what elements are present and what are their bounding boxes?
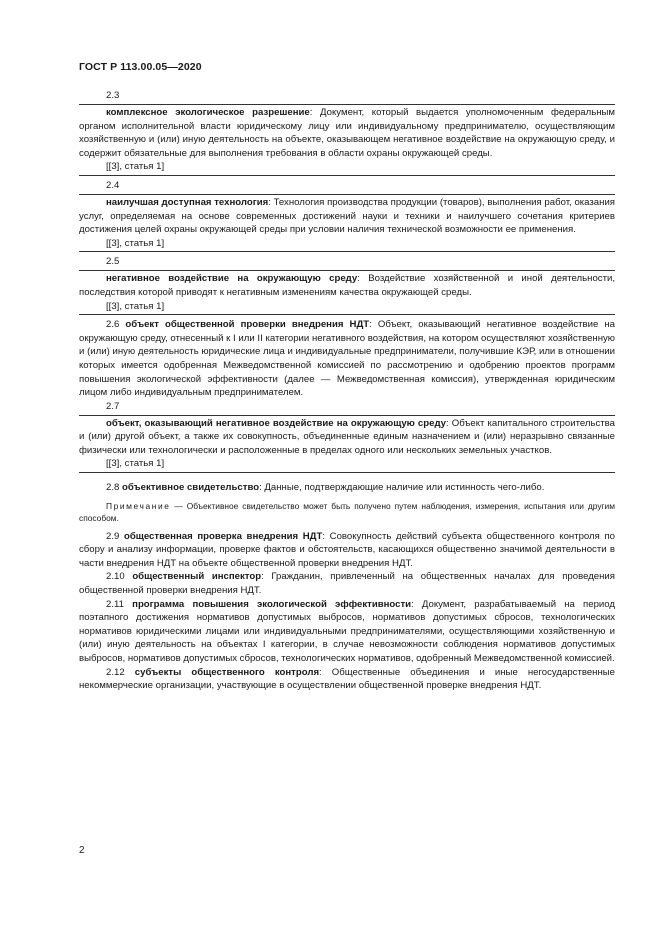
term-name: комплексное экологическое разрешение [106,107,310,118]
term-definition-block [79,417,615,458]
term-entry-2-3 [79,104,615,176]
term-definition-block [79,106,615,160]
term-name: негативное воздействие на окружающую среду [106,273,358,285]
term-reference: [[3], статья 1] [106,300,165,312]
term-definition: : Данные, подтверждающие наличие или истинность чего-либо. [259,482,545,494]
term-entry-2-8 [79,481,615,495]
term-number: 2.3 [106,90,120,101]
term-definition: : Документ, который выдается уполномоченным федеральным органом исполнительной власти юридическому лицу или индивидуальному предпринимателю, осуществляющим хозяйственную и (или) иную деятельность на объекте, оказывающем негативное воздействие на окружающую среду, и содержит обязательные для выполнения требования в области охраны окружающей среды. [79,107,615,159]
term-definition: : Объект капитального строительства и (или) другой объект, а также их совокупность, объединенные единым назначением и (или) неразрывно связанные физически или технологически и расположенные в пределах одного или нескольких земельных участков. [79,417,615,456]
term-definition: : Совокупность действий субъекта общественного контроля по сбору и анализу информации, проверке фактов и обстоятельств, касающихся общественно значимой деятельности в части внедрения НДТ на объекте общественной проверки внедрения НДТ. [79,530,615,569]
term-definition: : Технология производства продукции (товаров), выполнения работ, оказания услуг, определяемая на основе современных достижений науки и техники и наилучшего сочетания критериев достижения целей охраны окружающей среды при условии наличия технической возможности ее применения. [79,196,615,236]
term-entry-2-9 [79,530,615,571]
term-number: 2.10 [106,571,125,583]
term-name: наилучшая доступная технология [106,196,269,208]
term-entry-2-7 [79,415,615,473]
term-definition-block [79,272,615,299]
term-reference: [[3], статья 1] [106,161,165,173]
term-name: объект общественной проверки внедрения НДТ [125,319,370,331]
terms-section [79,89,615,693]
term-reference: [[3], статья 1] [106,237,165,249]
term-name: общественная проверка внедрения НДТ [123,530,323,542]
term-definition: : Воздействие хозяйственной и иной деятельности, последствия которой приводят к негативным изменениям качества окружающей среды. [79,273,615,298]
term-name: общественный инспектор [132,571,262,583]
term-name: объект, оказывающий негативное воздействие на окружающую среду [106,417,447,429]
term-reference: [[3], статья 1] [106,458,165,470]
term-number: 2.7 [106,400,120,412]
term-definition: : Объект, оказывающий негативное воздействие на окружающую среду, отнесенный к I или II категории негативного воздействия, на котором осуществляют хозяйственную и (или) иную деятельность юридические лица и индивидуальные предприниматели, получившие КЭР, или в отношении которых имеется одобренная Межведомственной комиссией по рассмотрению и одобрению проектов программ повышения экологической эффективности (далее — Межведомственная комиссия), утвержденная юридическим лицом либо индивидуальным предпринимателем. [79,319,616,399]
note-text: — Объективное свидетельство может быть получено путем наблюдения, измерения, испытания или другим способом. [79,500,615,523]
term-definition: : Документ, разрабатываемый на период поэтапного достижения нормативов допустимых выбросов, нормативов допустимых сбросов, технологических нормативов юридическими лицами или индивидуальными предпринимателями, осуществляющими хозяйственную и (или) иную деятельность на объектах I категории, в случае невозможности соблюдения нормативов допустимых выбросов, нормативов допустимых сбросов, технологических нормативов, одобренный Межведомственной комиссией. [79,598,616,664]
term-name: программа повышения экологической эффективности [132,598,412,610]
term-entry-2-5 [79,270,615,315]
term-number: 2.8 [106,482,120,494]
term-name: субъекты общественного контроля [134,666,320,678]
page-number: 2 [79,845,85,856]
term-entry-2-6 [79,318,615,400]
document-header: ГОСТ Р 113.00.05—2020 [79,61,202,73]
term-number: 2.9 [106,530,120,542]
term-number: 2.5 [106,256,120,268]
term-entry-2-11 [79,598,615,666]
term-definition-block [79,196,615,237]
term-entry-2-10 [79,570,615,597]
term-number: 2.4 [106,179,120,191]
term-entry-2-12 [79,666,615,693]
term-definition: : Общественные объединения и иные негосударственные некоммерческие организации, участвующие в осуществлении общественной проверке внедрения НДТ. [79,666,615,692]
term-entry-2-4 [79,194,615,252]
term-definition: : Гражданин, привлеченный на общественных началах для проведения общественной проверки внедрения НДТ. [79,571,615,597]
term-name: объективное свидетельство [122,482,260,494]
term-note [79,500,615,524]
term-number: 2.11 [106,598,124,610]
term-number: 2.12 [106,666,125,678]
note-label: Примечание [106,500,171,511]
term-number: 2.6 [106,319,120,331]
